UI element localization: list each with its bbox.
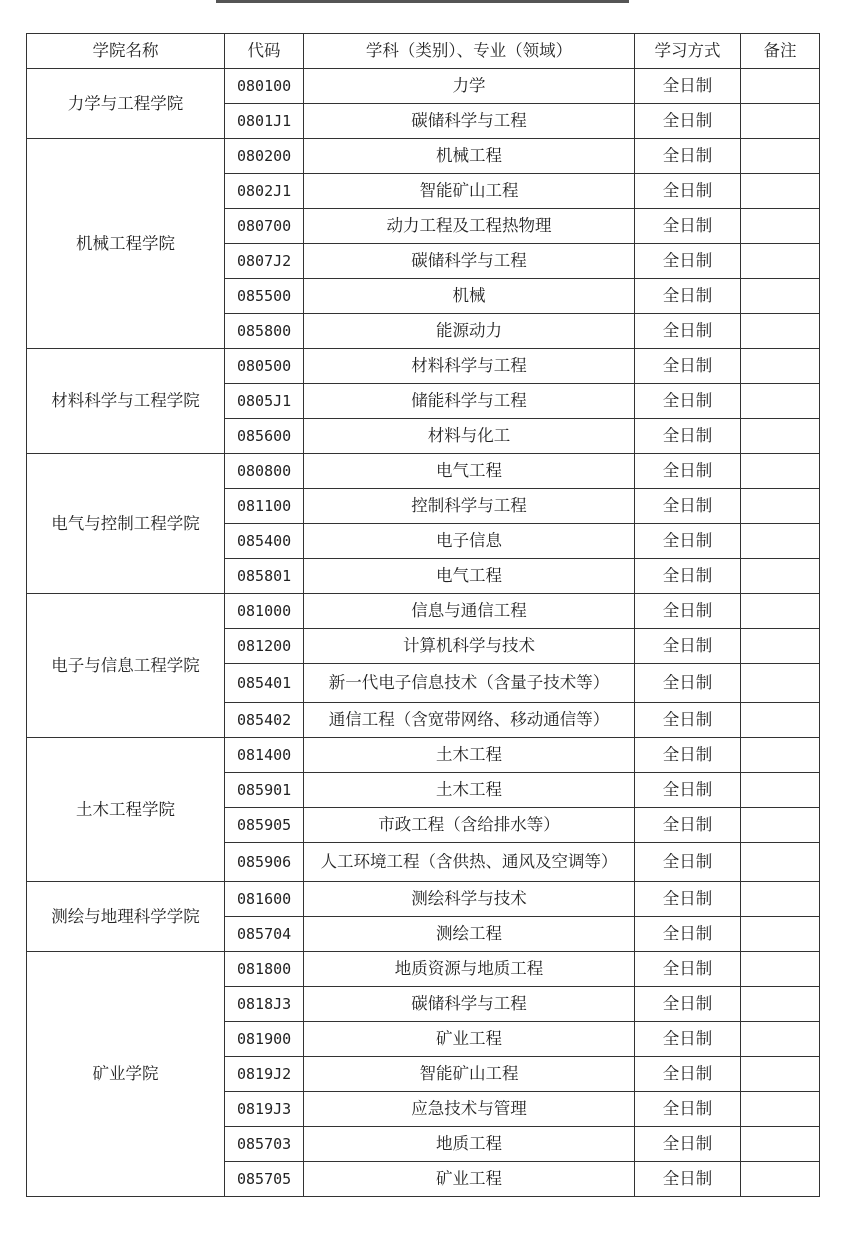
table-body	[27, 69, 820, 1197]
code-cell: 085901	[225, 773, 304, 808]
code-cell: 085704	[225, 917, 304, 952]
code-cell: 080500	[225, 349, 304, 384]
major-cell: 力学	[304, 69, 635, 104]
college-name-cell: 测绘与地理科学学院	[27, 882, 225, 952]
major-cell: 机械工程	[304, 139, 635, 174]
code-cell: 085801	[225, 559, 304, 594]
code-cell: 080100	[225, 69, 304, 104]
note-cell	[741, 419, 820, 454]
code-cell: 081000	[225, 594, 304, 629]
major-cell: 人工环境工程（含供热、通风及空调等）	[304, 843, 635, 882]
study-mode-cell: 全日制	[635, 987, 741, 1022]
study-mode-cell: 全日制	[635, 349, 741, 384]
major-cell: 智能矿山工程	[304, 174, 635, 209]
study-mode-cell: 全日制	[635, 594, 741, 629]
note-cell	[741, 1092, 820, 1127]
college-name-cell: 材料科学与工程学院	[27, 349, 225, 454]
note-cell	[741, 1057, 820, 1092]
note-cell	[741, 314, 820, 349]
note-cell	[741, 703, 820, 738]
note-cell	[741, 773, 820, 808]
note-cell	[741, 1127, 820, 1162]
study-mode-cell: 全日制	[635, 419, 741, 454]
college-name-cell: 力学与工程学院	[27, 69, 225, 139]
code-cell: 085600	[225, 419, 304, 454]
major-cell: 地质资源与地质工程	[304, 952, 635, 987]
note-cell	[741, 882, 820, 917]
note-cell	[741, 629, 820, 664]
note-cell	[741, 664, 820, 703]
study-mode-cell: 全日制	[635, 1127, 741, 1162]
major-cell: 控制科学与工程	[304, 489, 635, 524]
major-cell: 新一代电子信息技术（含量子技术等）	[304, 664, 635, 703]
study-mode-cell: 全日制	[635, 629, 741, 664]
code-cell: 085705	[225, 1162, 304, 1197]
code-cell: 0819J2	[225, 1057, 304, 1092]
header-mode: 学习方式	[635, 34, 741, 69]
major-cell: 计算机科学与技术	[304, 629, 635, 664]
table-row	[27, 69, 820, 104]
major-cell: 材料与化工	[304, 419, 635, 454]
study-mode-cell: 全日制	[635, 209, 741, 244]
code-cell: 0807J2	[225, 244, 304, 279]
major-cell: 矿业工程	[304, 1022, 635, 1057]
note-cell	[741, 917, 820, 952]
study-mode-cell: 全日制	[635, 1057, 741, 1092]
code-cell: 085402	[225, 703, 304, 738]
study-mode-cell: 全日制	[635, 139, 741, 174]
major-cell: 智能矿山工程	[304, 1057, 635, 1092]
major-cell: 电气工程	[304, 454, 635, 489]
note-cell	[741, 489, 820, 524]
major-cell: 电气工程	[304, 559, 635, 594]
major-cell: 市政工程（含给排水等）	[304, 808, 635, 843]
study-mode-cell: 全日制	[635, 104, 741, 139]
table-row	[27, 882, 820, 917]
note-cell	[741, 69, 820, 104]
header-major: 学科（类别）、专业（领域）	[304, 34, 635, 69]
code-cell: 085500	[225, 279, 304, 314]
code-cell: 085906	[225, 843, 304, 882]
code-cell: 0801J1	[225, 104, 304, 139]
code-cell: 0802J1	[225, 174, 304, 209]
study-mode-cell: 全日制	[635, 314, 741, 349]
study-mode-cell: 全日制	[635, 917, 741, 952]
major-cell: 测绘科学与技术	[304, 882, 635, 917]
study-mode-cell: 全日制	[635, 664, 741, 703]
code-cell: 081400	[225, 738, 304, 773]
note-cell	[741, 1022, 820, 1057]
study-mode-cell: 全日制	[635, 454, 741, 489]
note-cell	[741, 279, 820, 314]
note-cell	[741, 104, 820, 139]
note-cell	[741, 524, 820, 559]
code-cell: 081900	[225, 1022, 304, 1057]
study-mode-cell: 全日制	[635, 524, 741, 559]
major-cell: 碳储科学与工程	[304, 244, 635, 279]
study-mode-cell: 全日制	[635, 244, 741, 279]
study-mode-cell: 全日制	[635, 1092, 741, 1127]
study-mode-cell: 全日制	[635, 174, 741, 209]
header-college: 学院名称	[27, 34, 225, 69]
code-cell: 081200	[225, 629, 304, 664]
note-cell	[741, 384, 820, 419]
major-cell: 能源动力	[304, 314, 635, 349]
code-cell: 085800	[225, 314, 304, 349]
table-row	[27, 594, 820, 629]
code-cell: 081800	[225, 952, 304, 987]
major-cell: 碳储科学与工程	[304, 104, 635, 139]
note-cell	[741, 244, 820, 279]
code-cell: 081100	[225, 489, 304, 524]
study-mode-cell: 全日制	[635, 952, 741, 987]
study-mode-cell: 全日制	[635, 703, 741, 738]
code-cell: 0818J3	[225, 987, 304, 1022]
note-cell	[741, 559, 820, 594]
header-code: 代码	[225, 34, 304, 69]
major-cell: 碳储科学与工程	[304, 987, 635, 1022]
study-mode-cell: 全日制	[635, 489, 741, 524]
note-cell	[741, 987, 820, 1022]
note-cell	[741, 808, 820, 843]
note-cell	[741, 209, 820, 244]
note-cell	[741, 594, 820, 629]
code-cell: 085703	[225, 1127, 304, 1162]
college-name-cell: 电子与信息工程学院	[27, 594, 225, 738]
major-cell: 土木工程	[304, 773, 635, 808]
study-mode-cell: 全日制	[635, 773, 741, 808]
college-name-cell: 机械工程学院	[27, 139, 225, 349]
study-mode-cell: 全日制	[635, 843, 741, 882]
code-cell: 085401	[225, 664, 304, 703]
study-mode-cell: 全日制	[635, 738, 741, 773]
note-cell	[741, 349, 820, 384]
major-cell: 信息与通信工程	[304, 594, 635, 629]
major-cell: 通信工程（含宽带网络、移动通信等）	[304, 703, 635, 738]
code-cell: 085905	[225, 808, 304, 843]
study-mode-cell: 全日制	[635, 69, 741, 104]
code-cell: 080200	[225, 139, 304, 174]
majors-table	[26, 33, 820, 1197]
note-cell	[741, 174, 820, 209]
college-name-cell: 矿业学院	[27, 952, 225, 1197]
note-cell	[741, 454, 820, 489]
table-header-row	[27, 34, 820, 69]
note-cell	[741, 139, 820, 174]
major-cell: 土木工程	[304, 738, 635, 773]
college-name-cell: 土木工程学院	[27, 738, 225, 882]
note-cell	[741, 738, 820, 773]
code-cell: 0819J3	[225, 1092, 304, 1127]
study-mode-cell: 全日制	[635, 559, 741, 594]
major-cell: 测绘工程	[304, 917, 635, 952]
header-note: 备注	[741, 34, 820, 69]
table-row	[27, 952, 820, 987]
study-mode-cell: 全日制	[635, 1022, 741, 1057]
code-cell: 080700	[225, 209, 304, 244]
major-cell: 机械	[304, 279, 635, 314]
note-cell	[741, 843, 820, 882]
table-row	[27, 454, 820, 489]
table-row	[27, 139, 820, 174]
top-divider-bar	[216, 0, 629, 3]
major-cell: 地质工程	[304, 1127, 635, 1162]
note-cell	[741, 952, 820, 987]
study-mode-cell: 全日制	[635, 384, 741, 419]
study-mode-cell: 全日制	[635, 1162, 741, 1197]
major-cell: 动力工程及工程热物理	[304, 209, 635, 244]
college-name-cell: 电气与控制工程学院	[27, 454, 225, 594]
major-cell: 电子信息	[304, 524, 635, 559]
major-cell: 应急技术与管理	[304, 1092, 635, 1127]
code-cell: 081600	[225, 882, 304, 917]
code-cell: 0805J1	[225, 384, 304, 419]
table-row	[27, 349, 820, 384]
study-mode-cell: 全日制	[635, 279, 741, 314]
major-cell: 材料科学与工程	[304, 349, 635, 384]
note-cell	[741, 1162, 820, 1197]
table-row	[27, 738, 820, 773]
study-mode-cell: 全日制	[635, 882, 741, 917]
code-cell: 085400	[225, 524, 304, 559]
code-cell: 080800	[225, 454, 304, 489]
major-cell: 储能科学与工程	[304, 384, 635, 419]
major-cell: 矿业工程	[304, 1162, 635, 1197]
study-mode-cell: 全日制	[635, 808, 741, 843]
